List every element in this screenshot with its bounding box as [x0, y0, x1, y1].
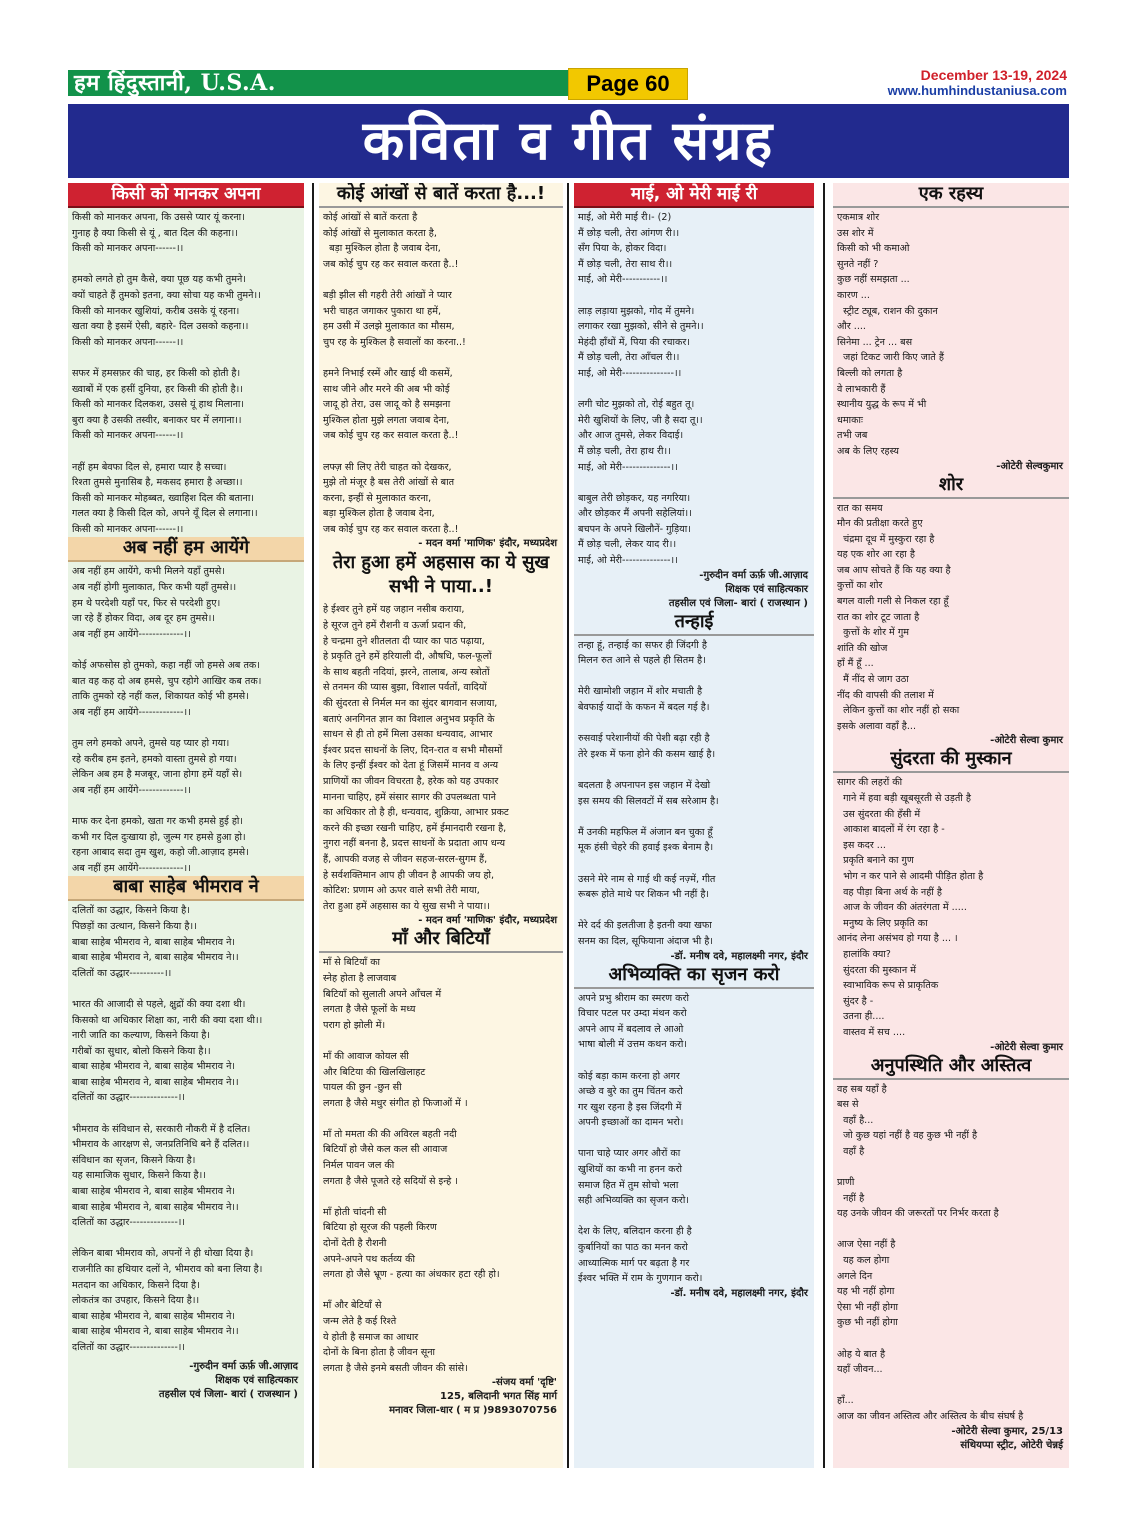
author-credit: -ओटेरी सेल्वा कुमार: [990, 735, 1063, 747]
column-2: [319, 183, 563, 1468]
column-1: [68, 183, 304, 1468]
poem-body: माँ से बिटियाँ का स्नेह होता है लाजवाब बिटियाँ को सुलाती अपने आँचल में लगता है जैसे फूलों के मध्य पराग हो झोली में। माँ की आवाज कोयल सी और बिटिया की खिलखिलाहट पायल की छुन -छुन सी लगता है जैसे मधुर संगीत हो फिजाओं में । माँ तो ममता की की अविरल बहती नदी बिटियाँ हो जैसे कल कल सी आवाज निर्मल पावन जल की लगता है जैसे पूजते रहे सदियों से इन्हे । माँ होती चांदनी सी बिटिया हो सूरज की पहली किरण दोनों देती है रौशनी अपने-अपने पथ कर्तव्य की लगता हो जैसे भ्रूण - हत्या का अंधकार हटा रही हो। माँ और बेटियाँ से जन्म लेते है कई रिश्ते ये होती है समाज का आधार दोनों के बिना होता है जीवन सूना लगता है जैसे इनमे बसती जीवन की सांसे।: [323, 957, 500, 1374]
poem-title: किसी को मानकर अपना: [68, 183, 304, 208]
poem-title: एक रहस्य: [833, 183, 1069, 208]
author-credit: -गुरुदीन वर्मा ऊर्फ़ जी.आज़ाद शिक्षक एवं साहित्यकार तहसील एवं जिला- बारां ( राजस्थान ): [158, 1360, 298, 1400]
website-link[interactable]: www.humhindustaniusa.com: [887, 83, 1067, 98]
poem-title: अब नहीं हम आयेंगे: [68, 537, 304, 562]
section-banner: [68, 104, 1069, 178]
page-header: [0, 0, 1135, 100]
author-credit: -डॉ. मनीष दवे, महालक्ष्मी नगर, इंदौर: [670, 950, 808, 962]
poem-body: तन्हा हूं, तन्हाई का सफर ही जिंदगी है मिलन रुत आने से पहले ही सितम है। मेरी खामोशी जहान में शोर मचाती है बेवफाई यादों के कफन में बदल गई है। रुसवाई परेशानीयों की पेशी बढ़ा रही है तेरे इश्क में फना होने की कसम खाई है। बदलता है अपनापन इस जहान में देखो इस समय की सिलवटों में सब सरेआम है। मैं उनकी महफिल में अंजान बन चुका हूँ मूक हंसी चेहरे की हवाई इश्क बेनाम है। उसने मेरे नाम से गाई थी कई नज़्में, गीत रूबरू होते माथे पर शिकन भी नहीं है। मेरे दर्द की इलतीजा है इतनी क्या खफा सनम का दिल, सूफियाना अंदाज भी है।: [578, 639, 719, 947]
issue-date: December 13-19, 2024: [920, 67, 1067, 83]
poem-body: अब नहीं हम आयेंगे, कभी मिलने यहाँ तुमसे। अब नहीं होगी मुलाकात, फिर कभी यहाँ तुमसे।। हम थे परदेशी यहाँ पर, फिर से परदेशी हुए। जा रहे हैं होकर विदा, अब दूर हम तुमसे।। अब नहीं हम आयेंगे-------------।। कोई अफसोस हो तुमको, कहा नहीं जो हमसे अब तक। बात वह कह दो अब हमसे, चुप रहोगे आखिर कब तक। ताकि तुमको रहे नहीं कल, शिकायत कोई भी हमसे। अब नहीं हम आयेंगे-------------।। तुम लगे हमको अपने, तुमसे यह प्यार हो गया। रहे करीब हम इतने, हमको वास्ता तुमसे हो गया। लेकिन अब हम है मजबूर, जाना होगा हमें यहाँ से। अब नहीं हम आयेंगे-------------।। माफ कर देना हमको, खता गर कभी हमसे हुई हो। कभी गर दिल दुःखाया हो, जुल्म गर हमसे हुआ हो। रहना आबाद सदा तुम खुश, कहो जी.आज़ाद हमसे। अब नहीं हम आयेंगे-------------।।: [72, 566, 262, 874]
author-credit: - मदन वर्मा 'माणिक' इंदौर, मध्यप्रदेश: [418, 538, 557, 550]
column-divider: [312, 183, 314, 1468]
poem-body: कोई आंखों से बातें करता है कोई आंखों से मुलाकात करता है, बड़ा मुश्किल होता है जवाब देना, जब कोई चुप रह कर सवाल करता है..! बड़ी झील सी गहरी तेरी आंखों ने प्यार भरी चाहत जगाकर पुकारा था हमें, हम उसी में उलझे मुलाकात का मौसम, चुप रह के मुश्किल है सवालों का करना..! हमने निभाई रस्में और खाई थी कसमें, साथ जीने और मरने की अब भी कोई जादू हो तेरा, उस जादू को है समझना मुश्किल होता मुझे लगता जवाब देना, जब कोई चुप रह कर सवाल करता है..! लफ्ज़ सी लिए तेरी चाहत को देखकर, मुझे तो मंजूर है बस तेरी आंखों से बात करना, इन्हीं से मुलाकात करना, बड़ा मुश्किल होता है जवाब देना, जब कोई चुप रह कर सवाल करता है..!: [323, 212, 466, 535]
author-credit: - मदन वर्मा 'माणिक' इंदौर, मध्यप्रदेश: [418, 915, 557, 927]
poem-title: बाबा साहेब भीमराव ने: [68, 876, 304, 901]
poem-title: माँ और बिटियाँ: [319, 928, 563, 953]
poem-title: तन्हाई: [574, 611, 814, 636]
poem-body: वह सब यहाँ है बस से वहाँ है... जो कुछ यहां नहीं है वह कुछ भी नहीं है वहाँ है प्राणी नहीं है यह उनके जीवन की जरूरतों पर निर्भर करता है आज ऐसा नहीं है यह कल होगा अगले दिन यह भी नहीं होगा ऐसा भी नहीं होगा कुछ भी नहीं होगा ओह ये बात है यहाँ जीवन... हाँ... आज का जीवन अस्तित्व और अस्तित्व के बीच संघर्ष है: [837, 1083, 1024, 1422]
poem-title: सुंदरता की मुस्कान: [833, 748, 1069, 773]
author-credit: -डॉ. मनीष दवे, महालक्ष्मी नगर, इंदौर: [670, 1287, 808, 1299]
author-credit: -ओटेरी सेल्वकुमार: [996, 460, 1063, 472]
column-divider: [567, 183, 569, 1468]
banner-title: कविता व गीत संग्रह: [362, 109, 775, 172]
page-number-box: [568, 68, 688, 100]
poem-body: रात का समय मौन की प्रतीक्षा करते हुए चंद्रमा दूध में मुस्कुरा रहा है यह एक शोर आ रहा है जब आप सोचते हैं कि यह क्या है कुत्तों का शोर बगल वाली गली से निकल रहा हूँ रात का शोर टूट जाता है कुत्तों के शोर में गुम शांति की खोज हाँ मैं हूँ ... मैं नींद से जाग उठा नींद की वापसी की तलाश में लेकिन कुत्तों का शोर नहीं हो सका इसके अलावा वहाँ है...: [837, 502, 960, 732]
poem-body: माई, ओ मेरी माई री।- (2) मैं छोड़ चली, तेरा आंगण री।। सँग पिया के, होकर विदा। मैं छोड़ चली, तेरा साथ री।। माई, ओ मेरी-----------।। लाड़ लड़ाया मुझको, गोद में तुमने। लगाकर रखा मुझको, सीने से तुमने।। मेहंदी हाँथों में, पिया की रचाकर। मैं छोड़ चली, तेरा आँचल री।। माई, ओ मेरी---------------।। लगी चोट मुझको तो, रोई बहुत तू। मेरी खुशियों के लिए, जी है सदा तू।। और आज तुमसे, लेकर विदाई। मैं छोड़ चली, तेरा हाथ री।। माई, ओ मेरी--------------।। बाबुल तेरी छोड़कर, यह नगरिया। और छोड़कर मैं अपनी सहेलियां।। बचपन के अपने खिलौनें- गुड़िया। मैं छोड़ चली, लेकर याद री।। माई, ओ मेरी--------------।।: [578, 212, 704, 567]
author-credit: -गुरुदीन वर्मा ऊर्फ़ जी.आज़ाद शिक्षक एवं साहित्यकार तहसील एवं जिला- बारां ( राजस्थान ): [668, 569, 808, 609]
brand-text: हम हिंदुस्तानी, U.S.A.: [74, 70, 276, 96]
poem-body: अपने प्रभु श्रीराम का स्मरण करो विचार पटल पर उम्दा मंथन करो अपने आप में बदलाव ले आओ भाषा बोली में उत्तम कथन करो। कोई बड़ा काम करना हो अगर अच्छे व बुरे का तुम चिंतन करो गर खुश रहना है इस जिंदगी में अपनी इच्छाओं का दामन भरो। पाना चाहे प्यार अगर औरों का खुशियों का कभी ना हनन करो समाज हित में तुम सोचो भला सही अभिव्यक्ति का सृजन करो। देश के लिए, बलिदान करना ही है कुर्बानियों का पाठ का मनन करो आध्यात्मिक मार्ग पर बढ़ता है गर ईश्वर भक्ति में राम के गुणगान करो।: [578, 992, 703, 1285]
poem-body: एकमात्र शोर उस शोर में किसी को भी कमाओ सुनते नहीं ? कुछ नहीं समझता ... कारण ... स्ट्रीट ट्यूब, राशन की दुकान और .... सिनेमा ... ट्रेन ... बस जहां टिकट जारी किए जाते हैं बिल्ली को लगता है वे लाभकारी हैं स्थानीय युद्ध के रूप में भी धमाकाः तभी जब अब के लिए रहस्य: [837, 212, 944, 457]
page-number: Page 60: [586, 71, 670, 96]
poem-body: दलितों का उद्धार, किसने किया है। पिछड़ों का उत्थान, किसने किया है।। बाबा साहेब भीमराव ने, बाबा साहेब भीमराव ने। बाबा साहेब भीमराव ने, बाबा साहेब भीमराव ने।। दलितों का उद्धार----------।। भारत की आजादी से पहले, क्षुद्रों की क्या दशा थी। किसको था अधिकार शिक्षा का, नारी की क्या दशा थी।। नारी जाति का कल्याण, किसने किया है। गरीबों का सुधार, बोलो किसने किया है।। बाबा साहेब भीमराव ने, बाबा साहेब भीमराव ने। बाबा साहेब भीमराव ने, बाबा साहेब भीमराव ने।। दलितों का उद्धार--------------।। भीमराव के संविधान से, सरकारी नौकरी में है दलित। भीमराव के आरक्षण से, जनप्रतिनिधि बने हैं दलित।। संविधान का सृजन, किसने किया है। यह सामाजिक सुधार, किसने किया है।। बाबा साहेब भीमराव ने, बाबा साहेब भीमराव ने। बाबा साहेब भीमराव ने, बाबा साहेब भीमराव ने।। दलितों का उद्धार--------------।। लेकिन बाबा भीमराव को, अपनों ने ही धोखा दिया है। राजनीति का हथियार दलों ने, भीमराव को बना लिया है। मतदान का अधिकार, किसने दिया है। लोकतंत्र का उपहार, किसने दिया है।। बाबा साहेब भीमराव ने, बाबा साहेब भीमराव ने। बाबा साहेब भीमराव ने, बाबा साहेब भीमराव ने।। दलितों का उद्धार--------------।।: [72, 905, 263, 1353]
poem-body: सागर की लहरों की गाने में हवा बड़ी खूबसूरती से उड़ती है उस सुंदरता की हँसी में आकाश बादलों में रंग रहा है - इस कदर ... प्रकृति बनाने का गुण भोग न कर पाने से आदमी पीड़ित होता है वह पीड़ा बिना अर्थ के नहीं है आज के जीवन की अंतरंगता में ..... मनुष्य के लिए प्रकृति का आनंद लेना असंभव हो गया है ... । हालांकि क्या? सुंदरता की मुस्कान में स्वाभाविक रूप से प्राकृतिक सुंदर है - उतना ही.... वास्तव में सच ....: [837, 777, 984, 1038]
poem-title: शोर: [833, 474, 1069, 499]
poem-title: कोई आंखों से बातें करता है...!: [319, 183, 563, 208]
author-credit: -संजय वर्मा 'दृष्टि' 125, बलिदानी भगत सिंह मार्ग मनावर जिला-धार ( म प्र )9893070756: [389, 1377, 557, 1417]
masthead-brand: [68, 70, 568, 96]
column-divider: [823, 183, 825, 1468]
poem-body: किसी को मानकर अपना, कि उससे प्यार यूं करना। गुनाह है क्या किसी से यूं , बात दिल की कहना।। किसी को मानकर अपना------।। हमको लगते हो तुम कैसे, क्या पूछ यह कभी तुमने। क्यों चाहते हैं तुमको इतना, क्या सोचा यह कभी तुमने।। किसी को मानकर खुशियां, करीब उसके यूं रहना। खता क्या है इसमें ऐसी, बहारे- दिल उसको कहना।। किसी को मानकर अपना------।। सफर में हमसफ़र की चाह, हर किसी को होती है। ख्वाबों में एक हसीं दुनिया, हर किसी की होती है।। किसी को मानकर दिलकश, उससे यूं हाथ मिलाना। बुरा क्या है उसकी तस्वीर, बनाकर घर में लगाना।। किसी को मानकर अपना------।। नहीं हम बेवफा दिल से, हमारा प्यार है सच्चा। रिश्ता तुमसे मुनासिब है, मकसद हमारा है अच्छा।। किसी को मानकर मोहब्बत, ख्वाहिश दिल की बताना। गलत क्या है किसी दिल को, अपने यूँ दिल से लगाना।। किसी को मानकर अपना------।।: [72, 212, 261, 535]
poem-body: हे ईश्वर तुने हमें यह जहान नसीब कराया, हे सूरज तुने हमें रौशनी व ऊर्जा प्रदान की, हे चन्द्रमा तुने शीतलता दी प्यार का पाठ पढ़ाया, हे प्रकृति तुने हमें हरियाली दी, औषधि, फल-फूलों के साथ बहती नदियां, झरने, तालाब, अन्य स्त्रोतों से तनमन की प्यास बुझा, विशाल पर्वतों, वादियों की सुंदरता से निर्मल मन का सुंदर बागवान सजाया, बताएं अनगिनत ज्ञान का विशाल अनुभव प्रकृति के साधन से ही तो हमें मिला उसका धन्यवाद, आभार ईश्वर प्रदत्त साधनों के लिए, दिन-रात व सभी मौसमों के लिए इन्हीं ईश्वर को देता हूं जिसमें मानव व अन्य प्राणियों का जीवन विचरता है, हरेक को यह उपकार मानना चाहिए, हमें संसार सागर की उपलब्धता पाने का अधिकार तो है ही, धन्यवाद, शुक्रिया, आभार प्रकट करने की इच्छा रखनी चाहिए, हमें ईमानदारी रखना है, नुगरा नहीं बनना है, प्रदत्त साधनों के प्रदाता आप धन्य हैं, आपकी वजह से जीवन सहज-सरल-सुगम हैं, हे सर्वशक्तिमान आप ही जीवन है आपकी जय हो, कोटिश: प्रणाम ओ ऊपर वाले सभी तेरी माया, तेरा हुआ हमें अहसास का ये सुख सभी ने पाया।।: [323, 604, 509, 912]
column-4: [833, 183, 1069, 1468]
author-credit: -ओटेरी सेल्वा कुमार: [990, 1041, 1063, 1053]
author-credit: -ओटेरी सेल्वा कुमार, 25/13 संथियप्पा स्ट्रीट, ओटेरी चेन्नई: [951, 1425, 1063, 1451]
poem-title: तेरा हुआ हमें अहसास का ये सुख सभी ने पाया..!: [332, 552, 550, 598]
column-3: [574, 183, 814, 1468]
poem-title: अभिव्यक्ति का सृजन करो: [574, 964, 814, 989]
poem-title: माई, ओ मेरी माई री: [574, 183, 814, 208]
poem-title: अनुपस्थिति और अस्तित्व: [833, 1055, 1069, 1080]
